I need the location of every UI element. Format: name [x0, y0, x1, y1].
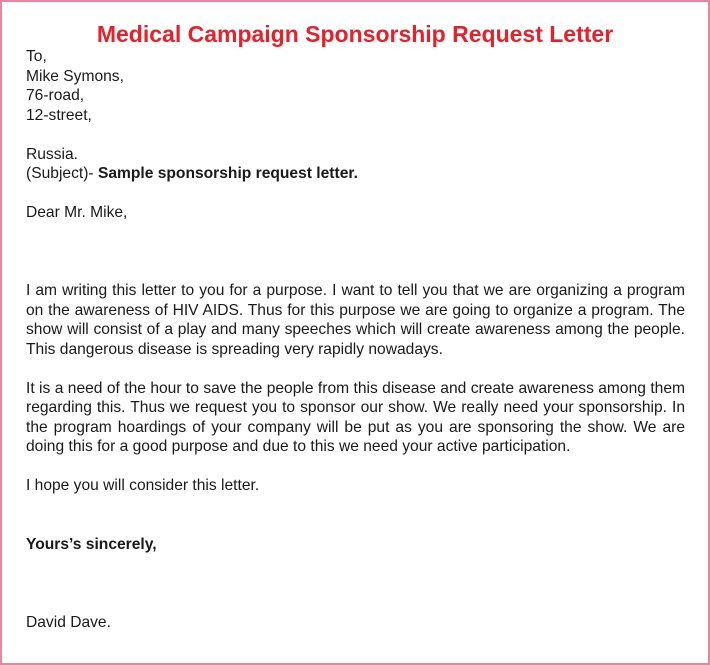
to-label: To, [26, 48, 47, 65]
recipient-name: Mike Symons, [26, 67, 124, 85]
subject-text: Sample sponsorship request letter. [97, 165, 358, 182]
recipient-block [26, 47, 685, 164]
closing: Yours’s sincerely, [26, 535, 157, 553]
paragraph-1: I am writing this letter to you for a purpose. I want to tell you that we are organizing a program on the awareness of HIV AIDS. Thus for this purpose we are going to organize a program. The show will consist of a play and many speeches which will create awareness among the people. This dangerous disease is spreading very rapidly nowadays. [26, 282, 685, 358]
recipient-country: Russia. [26, 145, 78, 163]
letter-body [26, 47, 685, 632]
signature: David Dave. [26, 613, 111, 631]
salutation: Dear Mr. Mike, [26, 204, 128, 221]
paragraph-2: It is a need of the hour to save the people from this disease and create awareness among them regarding this. Thus we request you to sponsor our show. We really need your sponsorship. In the program hoardings of your company will be put as you are sponsoring the show. We are doing this for a good purpose and due to this we need your active participation. [26, 379, 685, 455]
paragraph-3: I hope you will consider this letter. [26, 477, 260, 494]
letter-title: Medical Campaign Sponsorship Request Letter [96, 21, 614, 47]
recipient-address-line2: 12-street, [26, 106, 92, 124]
subject-label: (Subject)- [26, 165, 98, 182]
recipient-address-line1: 76-road, [26, 87, 85, 104]
subject-line [26, 164, 685, 184]
